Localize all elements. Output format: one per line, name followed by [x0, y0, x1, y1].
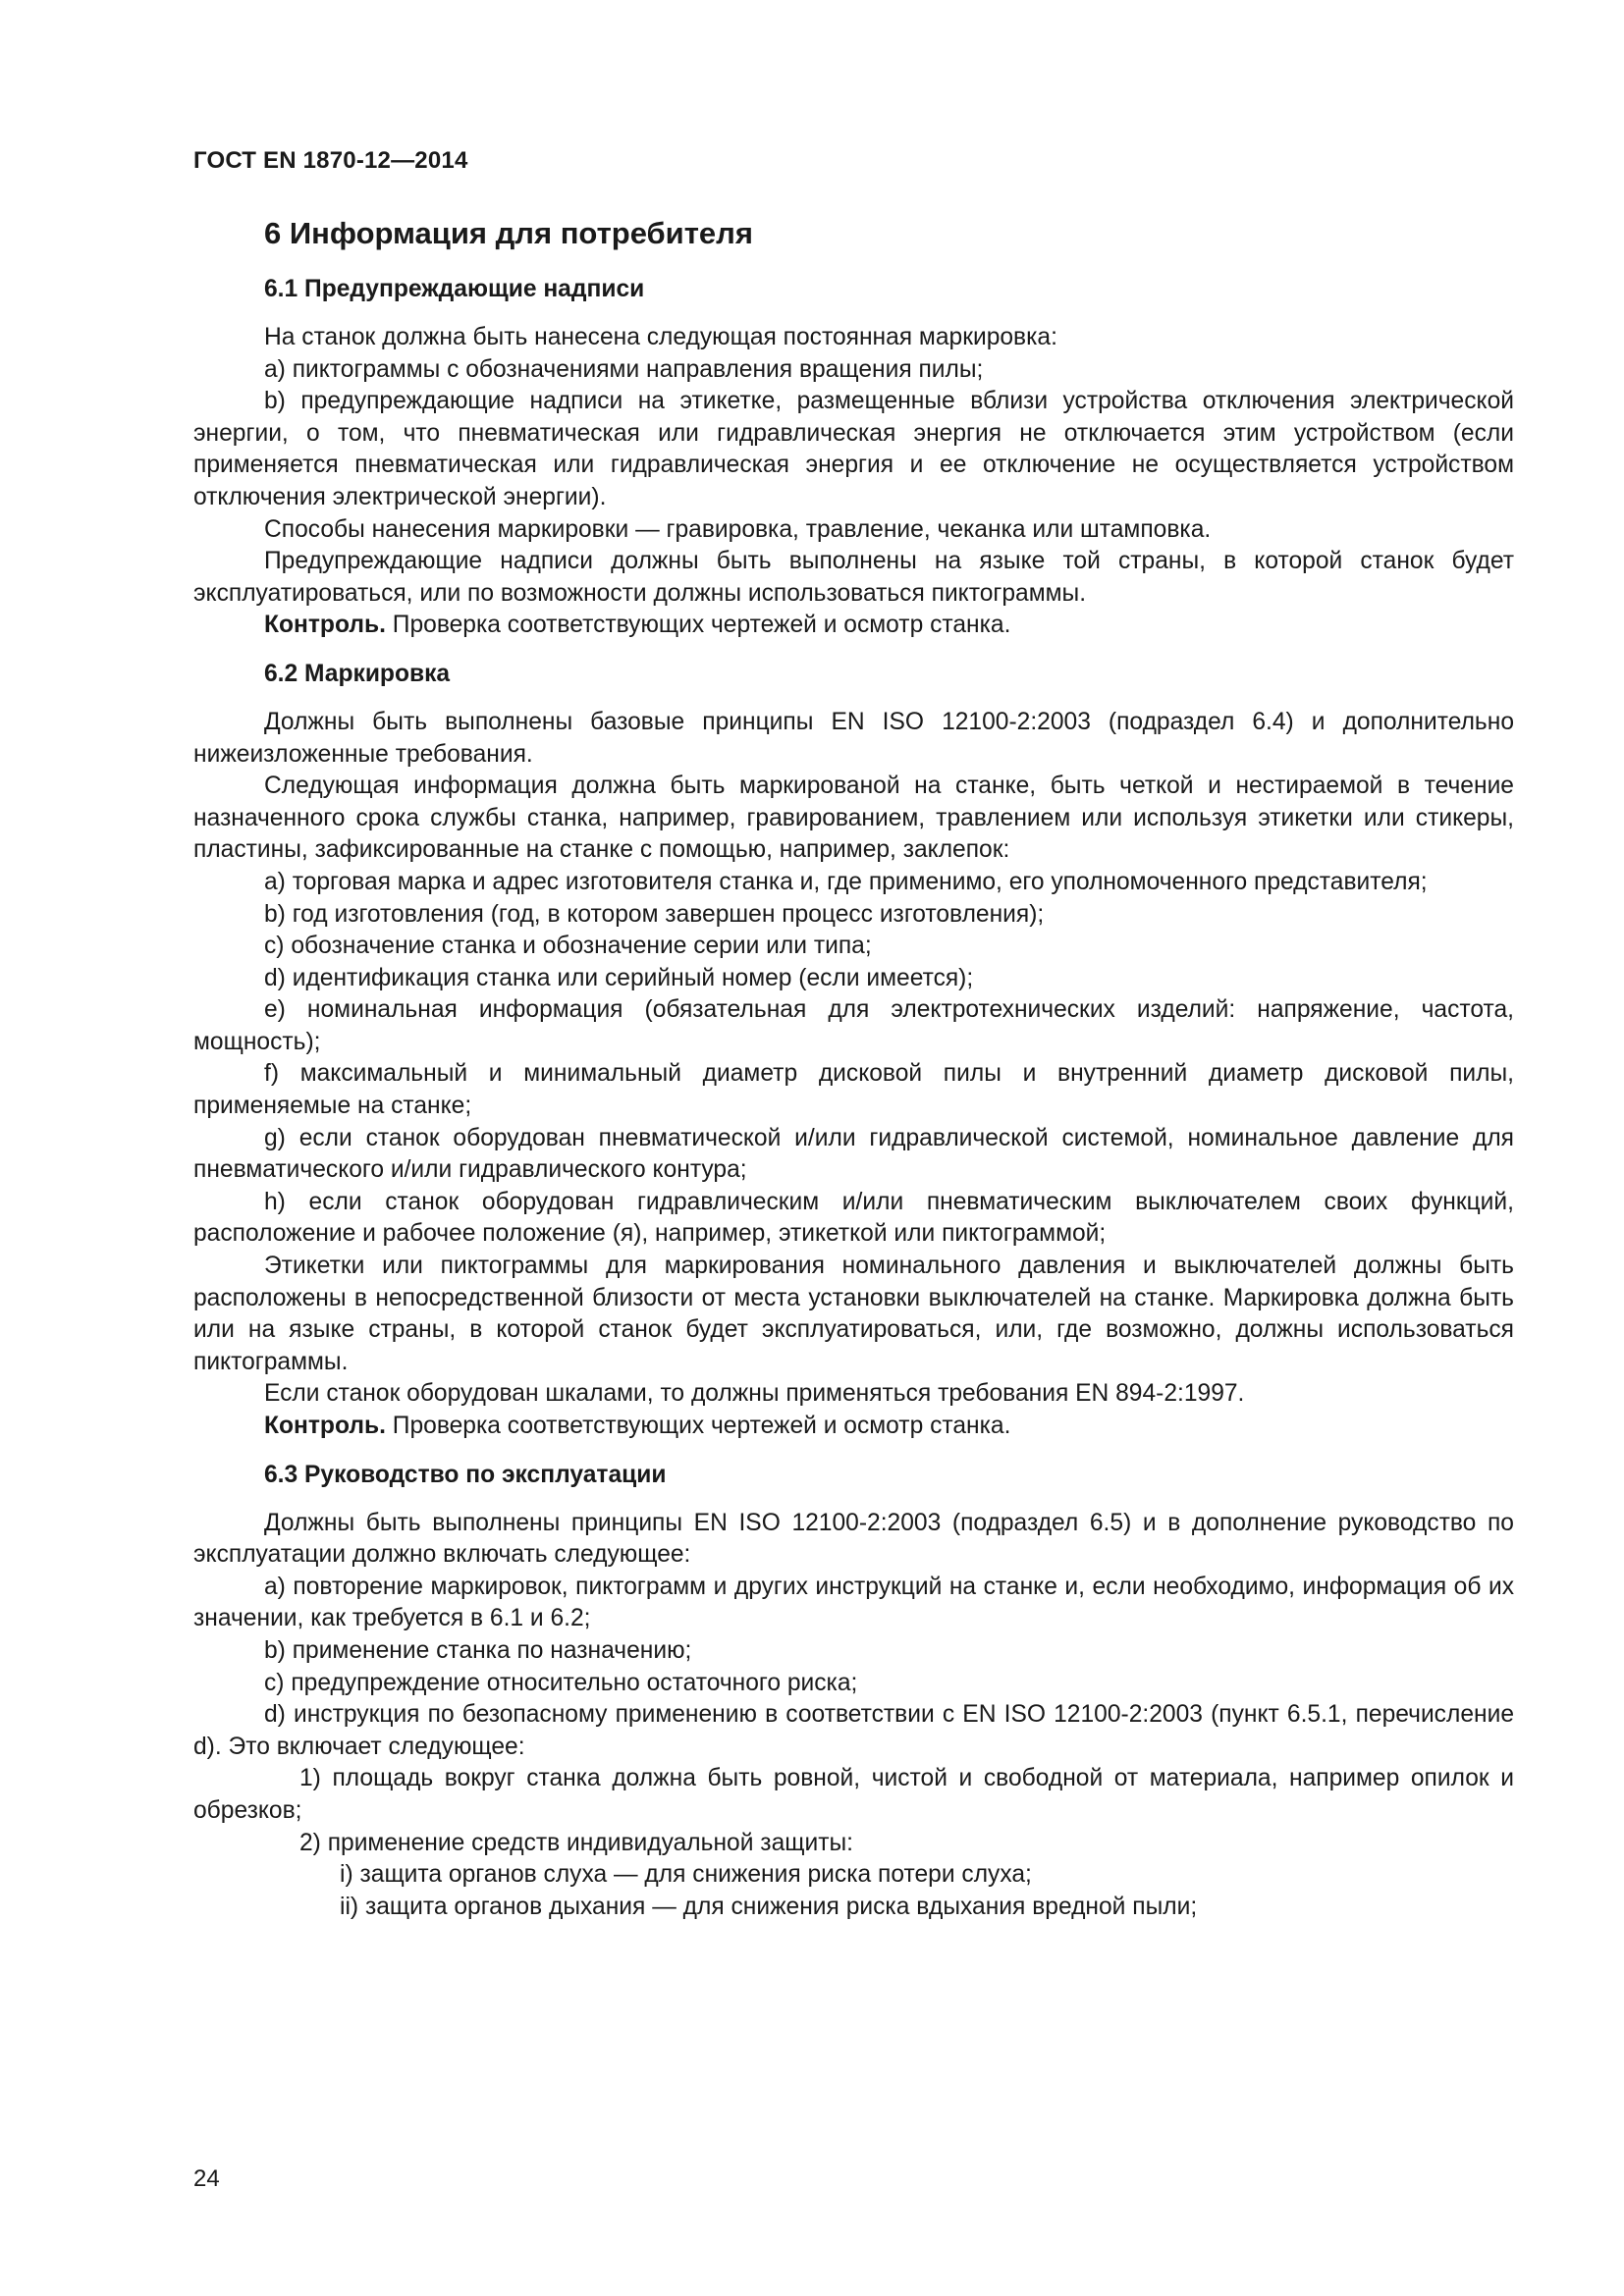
subsection-title-6-1: 6.1 Предупреждающие надписи — [264, 276, 645, 302]
list-item: d) идентификация станка или серийный номер (если имеется); — [264, 964, 974, 991]
list-item: g) если станок оборудован пневматической и/или гидравлической системой, номинальное давление для пневматического и/или гидравлического контура; — [193, 1124, 1514, 1184]
control-paragraph — [193, 1411, 1514, 1443]
document-body — [193, 214, 1514, 1923]
control-text: Проверка соответствующих чертежей и осмотр станка. — [385, 1413, 1011, 1439]
paragraph: Должны быть выполнены принципы EN ISO 12100-2:2003 (подраздел 6.5) и в дополнение руководство по эксплуатации должно включать следующее: — [193, 1509, 1514, 1569]
paragraph: Должны быть выполнены базовые принципы EN ISO 12100-2:2003 (подраздел 6.4) и дополнительно нижеизложенные требования. — [193, 708, 1514, 768]
list-item: b) применение станка по назначению; — [264, 1636, 692, 1664]
page-number: 24 — [193, 2165, 220, 2192]
document-header: ГОСТ EN 1870-12—2014 — [193, 147, 468, 174]
list-item: с) обозначение станка и обозначение серии или типа; — [264, 933, 872, 960]
paragraph: Этикетки или пиктограммы для маркирования номинального давления и выключателей должны быть расположены в непосредственной близости от места установки выключателей на станке. Маркировка должна быть или на языке страны, в которой станок будет эксплуатироваться, или, где возможно, должны использоваться пиктограммы. — [193, 1253, 1514, 1375]
list-item: f) максимальный и минимальный диаметр дисковой пилы и внутренний диаметр дисковой пилы, применяемые на станке; — [193, 1060, 1514, 1120]
list-item: d) инструкция по безопасному применению в соответствии с EN ISO 12100-2:2003 (пункт 6.5.1, перечисление d). Это включает следующее: — [193, 1701, 1514, 1760]
paragraph: Предупреждающие надписи должны быть выполнены на языке той страны, в которой станок будет эксплуатироваться, или по возможности должны использоваться пиктограммы. — [193, 548, 1514, 607]
numbered-item: 2) применение средств индивидуальной защиты: — [299, 1829, 853, 1856]
list-item: а) повторение маркировок, пиктограмм и других инструкций на станке и, если необходимо, информация об их значении, как требуется в 6.1 и 6.2; — [193, 1573, 1514, 1632]
list-item: b) предупреждающие надписи на этикетке, размещенные вблизи устройства отключения электрической энергии, о том, что пневматическая или гидравлическая энергия не отключается этим устройством (если применяется пневматическая или гидравлическая энергия и ее отключение не осуществляется устройством отключения электрической энергии). — [193, 388, 1514, 510]
paragraph: Способы нанесения маркировки — гравировка, травление, чеканка или штамповка. — [264, 515, 1212, 543]
list-item: а) пиктограммы с обозначениями направления вращения пилы; — [264, 355, 984, 383]
numbered-item: 1) площадь вокруг станка должна быть ровной, чистой и свободной от материала, например опилок и обрезков; — [193, 1765, 1514, 1824]
sub-item: i) защита органов слуха — для снижения риска потери слуха; — [340, 1861, 1032, 1889]
list-item: b) год изготовления (год, в котором завершен процесс изготовления); — [264, 900, 1045, 928]
subsection-title-6-3: 6.3 Руководство по эксплуатации — [264, 1461, 667, 1488]
paragraph: На станок должна быть нанесена следующая постоянная маркировка: — [264, 324, 1057, 350]
sub-item: ii) защита органов дыхания — для снижения риска вдыхания вредной пыли; — [340, 1893, 1198, 1920]
control-label: Контроль. — [264, 612, 386, 639]
paragraph: Следующая информация должна быть маркированой на станке, быть четкой и нестираемой в течение назначенного срока службы станка, например, гравированием, травлением или используя этикетки или стикеры, пластины, зафиксированные на станке с помощью, например, заклепок: — [193, 773, 1514, 864]
list-item: е) номинальная информация (обязательная для электротехнических изделий: напряжение, частота, мощность); — [193, 996, 1514, 1055]
control-label: Контроль. — [264, 1413, 386, 1439]
subsection-title-6-2: 6.2 Маркировка — [264, 660, 451, 687]
list-item: h) если станок оборудован гидравлическим и/или пневматическим выключателем своих функций, расположение и рабочее положение (я), например, этикеткой или пиктограммой; — [193, 1188, 1514, 1248]
paragraph: Если станок оборудован шкалами, то должны применяться требования EN 894-2:1997. — [264, 1380, 1245, 1408]
list-item: а) торговая марка и адрес изготовителя станка и, где применимо, его уполномоченного представителя; — [264, 868, 1428, 895]
list-item: с) предупреждение относительно остаточного риска; — [264, 1669, 858, 1696]
section-title: 6 Информация для потребителя — [264, 216, 753, 250]
control-text: Проверка соответствующих чертежей и осмотр станка. — [385, 612, 1011, 639]
control-paragraph — [193, 610, 1514, 642]
